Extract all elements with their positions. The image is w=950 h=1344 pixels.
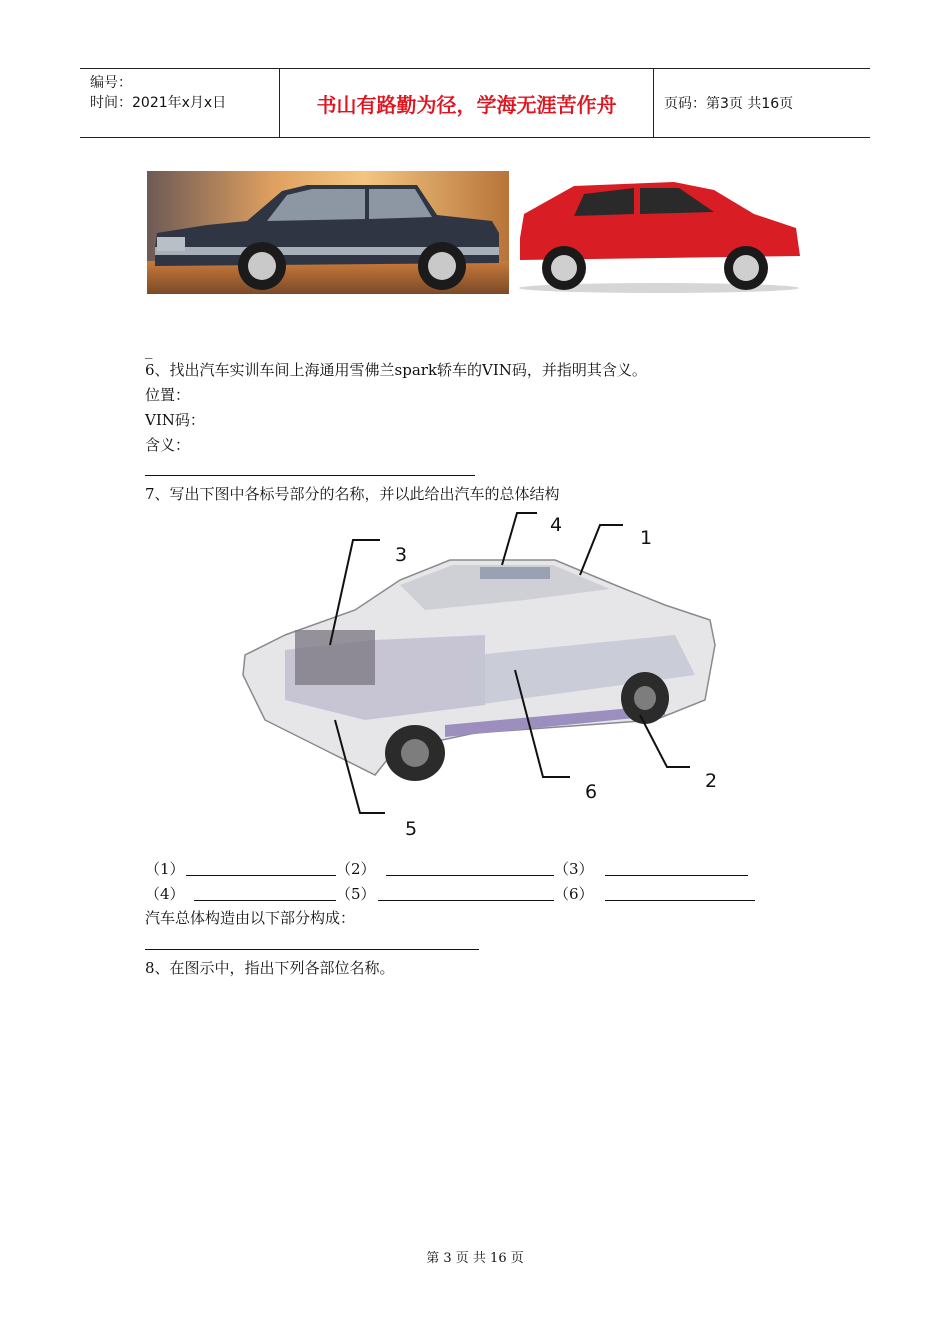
motto: 书山有路勤为径，学海无涯苦作舟 — [280, 69, 654, 137]
q6-position-label: 位置： — [145, 386, 191, 404]
blank-label-5: （5） — [336, 885, 376, 903]
q7-summary-line[interactable] — [145, 949, 479, 950]
blank-label-3: （3） — [554, 860, 594, 878]
q8-question: 8、在图示中，指出下列各部位名称。 — [145, 959, 395, 977]
blank-label-4: （4） — [145, 885, 185, 903]
page-info: 页码：第3页 共16页 — [664, 96, 794, 112]
sedan-image — [147, 171, 509, 294]
callout-1: 1 — [640, 527, 653, 549]
car-diagram — [225, 505, 735, 845]
callout-5: 5 — [405, 818, 418, 840]
blank-line-5[interactable] — [378, 900, 554, 901]
callout-3: 3 — [395, 544, 408, 566]
page-footer: 第 3 页 共 16 页 — [426, 1251, 524, 1266]
callout-4: 4 — [550, 514, 563, 536]
number-label: 编号： — [90, 75, 132, 91]
time-label: 时间：2021年x月x日 — [90, 95, 227, 111]
page-header — [80, 68, 870, 138]
blank-line-2[interactable] — [386, 875, 554, 876]
q6-vin-label: VIN码： — [145, 411, 205, 429]
blank-label-1: （1） — [145, 860, 185, 878]
header-left-cell — [80, 69, 280, 137]
callout-6: 6 — [585, 781, 598, 803]
hatchback-image — [514, 176, 804, 294]
blank-label-6: （6） — [554, 885, 594, 903]
q6-question: 6、找出汽车实训车间上海通用雪佛兰spark轿车的VIN码，并指明其含义。 — [145, 361, 647, 379]
callout-2: 2 — [705, 770, 718, 792]
q7-question: 7、写出下图中各标号部分的名称，并以此给出汽车的总体结构 — [145, 485, 560, 503]
blank-label-2: （2） — [336, 860, 376, 878]
blank-line-6[interactable] — [605, 900, 755, 901]
q6-meaning-label: 含义： — [145, 436, 191, 454]
q6-answer-line[interactable] — [145, 475, 475, 476]
blank-line-4[interactable] — [194, 900, 336, 901]
q7-summary-label: 汽车总体构造由以下部分构成： — [145, 909, 356, 927]
stray-mark: _ — [145, 341, 153, 359]
blank-line-3[interactable] — [605, 875, 748, 876]
blank-line-1[interactable] — [186, 875, 336, 876]
